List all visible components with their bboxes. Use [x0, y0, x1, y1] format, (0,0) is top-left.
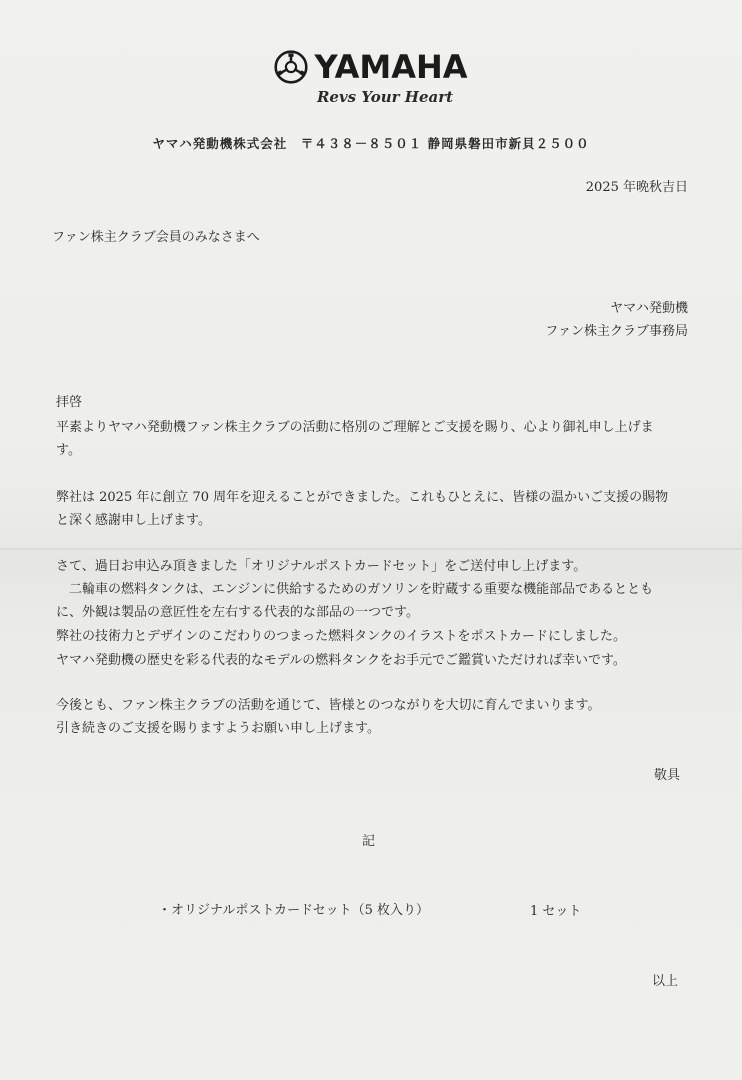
end-ijou: 以上 [651, 974, 678, 989]
paragraph3-line: ヤマハ発動機の歴史を彩る代表的なモデルの燃料タンクをお手元でご鑑賞いただければ幸いです。 [56, 653, 626, 668]
paragraph1-line: 平素よりヤマハ発動機ファン株主クラブの活動に格別のご理解とご支援を賜り、心より御礼申し上げま [56, 420, 654, 435]
paragraph3-line: 弊社の技術力とデザインのこだわりのつまった燃料タンクのイラストをポストカードにしました。 [56, 629, 627, 644]
paragraph4-line: 引き続きのご支援を賜りますようお願い申し上げます。 [56, 721, 380, 736]
paragraph3-line: 二輪車の燃料タンクは、エンジンに供給するためのガソリンを貯蔵する重要な機能部品であるととも [56, 582, 654, 597]
sender-office: ファン株主クラブ事務局 [545, 324, 688, 339]
brand-slogan: Revs Your Heart [316, 88, 454, 106]
logo-row [274, 48, 467, 86]
tuning-fork-emblem-icon [274, 50, 308, 84]
letter-recipient: ファン株主クラブ会員のみなさまへ [52, 230, 260, 245]
paragraph3-line: さて、過日お申込み頂きました「オリジナルポストカードセット」をご送付申し上げます。 [56, 559, 587, 574]
ki-heading: 記 [362, 834, 376, 849]
paragraph1-line: す。 [56, 443, 81, 458]
greeting: 拝啓 [56, 395, 83, 410]
sender-company: ヤマハ発動機 [610, 301, 688, 316]
paragraph2-line: 弊社は 2025 年に創立 70 周年を迎えることができました。これもひとえに、皆様の温かいご支援の賜物 [56, 490, 669, 505]
paragraph4-line: 今後とも、ファン株主クラブの活動を通じて、皆様とのつながりを大切に育んでまいります。 [56, 698, 601, 713]
closing-keigu: 敬具 [653, 768, 680, 783]
letter-date: 2025 年晩秋吉日 [585, 180, 688, 195]
paragraph3-line: に、外観は製品の意匠性を左右する代表的な部品の一つです。 [56, 605, 419, 620]
company-address: ヤマハ発動機株式会社 〒４３８－８５０１ 静岡県磐田市新貝２５００ [152, 136, 590, 151]
paper-fold [0, 548, 742, 550]
item-quantity: 1 セット [530, 904, 582, 919]
paragraph2-line: と深く感謝申し上げます。 [56, 513, 211, 528]
item-name: ・オリジナルポストカードセット（5 枚入り） [158, 903, 429, 918]
brand-wordmark: YAMAHA [314, 48, 468, 86]
brand-header [0, 48, 742, 106]
